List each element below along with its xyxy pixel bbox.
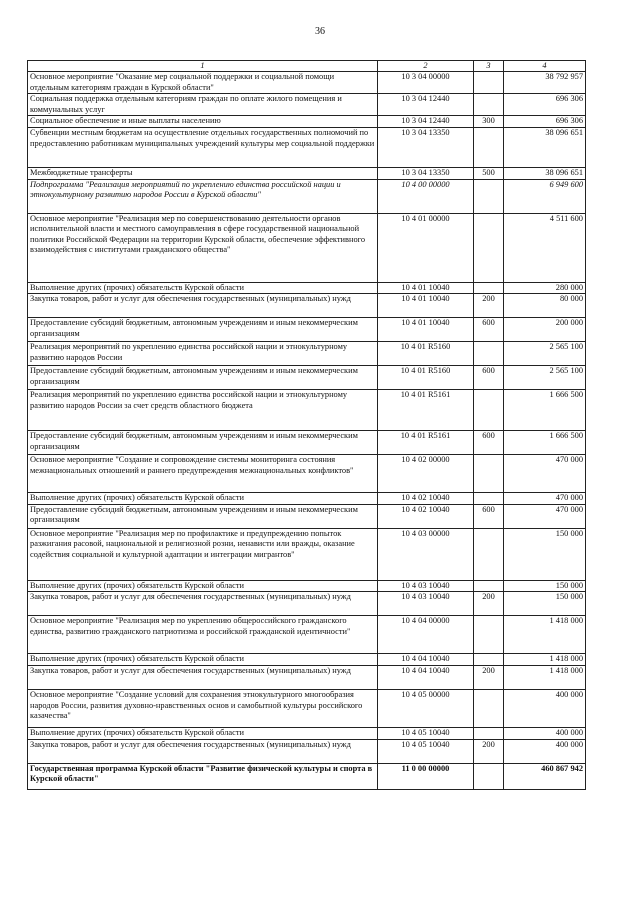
row-amount-cell: 1 418 000 bbox=[504, 654, 586, 666]
row-type-cell bbox=[474, 580, 504, 592]
column-header-name: 1 bbox=[28, 61, 378, 72]
row-name-cell: Основное мероприятие "Реализация мер по профилактике и предупреждению попыток разжигания расовой, национальной и религиозной розни, ненависти или вражды, оказание содействия социальной и культурной адаптации и интеграции мигрантов" bbox=[28, 528, 378, 580]
row-type-cell bbox=[474, 179, 504, 213]
table-row bbox=[28, 504, 586, 528]
row-name-cell: Основное мероприятие "Реализация мер по укреплению общероссийского гражданского единства, развитию гражданского патриотизма и российской гражданской идентичности" bbox=[28, 616, 378, 654]
row-type-cell: 200 bbox=[474, 665, 504, 689]
row-amount-cell: 2 565 100 bbox=[504, 366, 586, 390]
row-type-cell bbox=[474, 763, 504, 789]
row-type-cell: 500 bbox=[474, 167, 504, 179]
row-code-cell: 10 4 03 10040 bbox=[378, 592, 474, 616]
row-name-cell: Закупка товаров, работ и услуг для обеспечения государственных (муниципальных) нужд bbox=[28, 592, 378, 616]
row-code-cell: 10 3 04 00000 bbox=[378, 72, 474, 94]
row-type-cell: 600 bbox=[474, 318, 504, 342]
row-amount-cell: 1 666 500 bbox=[504, 431, 586, 455]
row-type-cell bbox=[474, 654, 504, 666]
row-code-cell: 10 4 04 10040 bbox=[378, 654, 474, 666]
row-amount-cell: 1 418 000 bbox=[504, 616, 586, 654]
table-row bbox=[28, 282, 586, 294]
row-name-cell: Социальная поддержка отдельным категориям граждан по оплате жилого помещения и коммунальных услуг bbox=[28, 94, 378, 116]
table-row bbox=[28, 727, 586, 739]
row-code-cell: 10 4 05 10040 bbox=[378, 727, 474, 739]
row-amount-cell: 38 096 651 bbox=[504, 167, 586, 179]
row-amount-cell: 38 096 651 bbox=[504, 127, 586, 167]
table-row bbox=[28, 616, 586, 654]
table-row bbox=[28, 455, 586, 493]
row-type-cell bbox=[474, 455, 504, 493]
row-code-cell: 10 4 02 10040 bbox=[378, 504, 474, 528]
row-name-cell: Выполнение других (прочих) обязательств Курской области bbox=[28, 580, 378, 592]
row-amount-cell: 1 418 000 bbox=[504, 665, 586, 689]
column-header-type: 3 bbox=[474, 61, 504, 72]
row-amount-cell: 470 000 bbox=[504, 455, 586, 493]
table-row bbox=[28, 213, 586, 282]
row-code-cell: 11 0 00 00000 bbox=[378, 763, 474, 789]
row-type-cell bbox=[474, 727, 504, 739]
row-name-cell: Закупка товаров, работ и услуг для обеспечения государственных (муниципальных) нужд bbox=[28, 739, 378, 763]
row-name-cell: Выполнение других (прочих) обязательств Курской области bbox=[28, 282, 378, 294]
table-row bbox=[28, 390, 586, 431]
table-row bbox=[28, 739, 586, 763]
row-type-cell bbox=[474, 689, 504, 727]
row-name-cell: Реализация мероприятий по укреплению единства российской нации и этнокультурному развитию народов России bbox=[28, 342, 378, 366]
row-code-cell: 10 4 01 10040 bbox=[378, 294, 474, 318]
row-amount-cell: 470 000 bbox=[504, 493, 586, 505]
row-name-cell: Предоставление субсидий бюджетным, автономным учреждениям и иным некоммерческим организациям bbox=[28, 504, 378, 528]
row-type-cell bbox=[474, 282, 504, 294]
row-type-cell bbox=[474, 127, 504, 167]
row-code-cell: 10 4 01 10040 bbox=[378, 318, 474, 342]
table-row bbox=[28, 654, 586, 666]
table-row bbox=[28, 167, 586, 179]
row-amount-cell: 80 000 bbox=[504, 294, 586, 318]
row-type-cell bbox=[474, 528, 504, 580]
row-code-cell: 10 4 00 00000 bbox=[378, 179, 474, 213]
row-amount-cell: 4 511 600 bbox=[504, 213, 586, 282]
row-type-cell bbox=[474, 390, 504, 431]
column-header-amount: 4 bbox=[504, 61, 586, 72]
page-number: 36 bbox=[315, 26, 325, 37]
row-amount-cell: 400 000 bbox=[504, 689, 586, 727]
row-amount-cell: 400 000 bbox=[504, 739, 586, 763]
row-type-cell: 600 bbox=[474, 504, 504, 528]
row-name-cell: Предоставление субсидий бюджетным, автономным учреждениям и иным некоммерческим организациям bbox=[28, 318, 378, 342]
row-type-cell bbox=[474, 72, 504, 94]
table-row bbox=[28, 294, 586, 318]
row-amount-cell: 696 306 bbox=[504, 116, 586, 128]
row-amount-cell: 280 000 bbox=[504, 282, 586, 294]
table-row bbox=[28, 342, 586, 366]
row-amount-cell: 150 000 bbox=[504, 592, 586, 616]
row-amount-cell: 6 949 600 bbox=[504, 179, 586, 213]
row-code-cell: 10 4 01 R5161 bbox=[378, 390, 474, 431]
row-name-cell: Субвенции местным бюджетам на осуществление отдельных государственных полномочий по предоставлению работникам муниципальных учреждений культуры мер социальной поддержки bbox=[28, 127, 378, 167]
row-type-cell: 600 bbox=[474, 431, 504, 455]
row-type-cell bbox=[474, 94, 504, 116]
row-name-cell: Выполнение других (прочих) обязательств Курской области bbox=[28, 654, 378, 666]
row-type-cell bbox=[474, 616, 504, 654]
row-code-cell: 10 4 04 10040 bbox=[378, 665, 474, 689]
row-name-cell: Предоставление субсидий бюджетным, автономным учреждениям и иным некоммерческим организациям bbox=[28, 431, 378, 455]
table-row bbox=[28, 366, 586, 390]
row-name-cell: Основное мероприятие "Создание и сопровождение системы мониторинга состояния межнациональных отношений и раннего предупреждения межнациональных конфликтов" bbox=[28, 455, 378, 493]
row-amount-cell: 200 000 bbox=[504, 318, 586, 342]
table-row bbox=[28, 72, 586, 94]
row-code-cell: 10 4 01 R5161 bbox=[378, 431, 474, 455]
row-code-cell: 10 3 04 12440 bbox=[378, 94, 474, 116]
row-type-cell: 300 bbox=[474, 116, 504, 128]
table-row bbox=[28, 592, 586, 616]
row-name-cell: Закупка товаров, работ и услуг для обеспечения государственных (муниципальных) нужд bbox=[28, 665, 378, 689]
row-code-cell: 10 4 05 10040 bbox=[378, 739, 474, 763]
row-amount-cell: 470 000 bbox=[504, 504, 586, 528]
budget-table bbox=[27, 60, 586, 790]
table-row bbox=[28, 493, 586, 505]
row-name-cell: Основное мероприятие "Реализация мер по совершенствованию деятельности органов исполнительной власти и местного самоуправления в сфере государственной национальной политики Российской Федерации на территории Курской области, обеспечение эффективного взаимодействия с институтами гражданского общества" bbox=[28, 213, 378, 282]
row-type-cell bbox=[474, 342, 504, 366]
table-row bbox=[28, 179, 586, 213]
table-row bbox=[28, 116, 586, 128]
row-code-cell: 10 3 04 12440 bbox=[378, 116, 474, 128]
table-row bbox=[28, 127, 586, 167]
row-code-cell: 10 4 05 00000 bbox=[378, 689, 474, 727]
row-amount-cell: 2 565 100 bbox=[504, 342, 586, 366]
row-code-cell: 10 3 04 13350 bbox=[378, 167, 474, 179]
row-code-cell: 10 3 04 13350 bbox=[378, 127, 474, 167]
row-name-cell: Социальное обеспечение и иные выплаты населению bbox=[28, 116, 378, 128]
row-amount-cell: 1 666 500 bbox=[504, 390, 586, 431]
row-code-cell: 10 4 01 10040 bbox=[378, 282, 474, 294]
row-code-cell: 10 4 03 00000 bbox=[378, 528, 474, 580]
table-row bbox=[28, 665, 586, 689]
row-type-cell bbox=[474, 213, 504, 282]
row-amount-cell: 696 306 bbox=[504, 94, 586, 116]
row-type-cell: 200 bbox=[474, 294, 504, 318]
row-code-cell: 10 4 01 R5160 bbox=[378, 342, 474, 366]
row-name-cell: Предоставление субсидий бюджетным, автономным учреждениям и иным некоммерческим организациям bbox=[28, 366, 378, 390]
table-row bbox=[28, 689, 586, 727]
row-code-cell: 10 4 02 00000 bbox=[378, 455, 474, 493]
row-amount-cell: 38 792 957 bbox=[504, 72, 586, 94]
row-code-cell: 10 4 03 10040 bbox=[378, 580, 474, 592]
row-type-cell: 200 bbox=[474, 739, 504, 763]
table-row bbox=[28, 580, 586, 592]
row-amount-cell: 460 867 942 bbox=[504, 763, 586, 789]
row-code-cell: 10 4 01 00000 bbox=[378, 213, 474, 282]
row-type-cell: 600 bbox=[474, 366, 504, 390]
row-name-cell: Основное мероприятие "Создание условий для сохранения этнокультурного многообразия народов России, развития духовно-нравственных основ и самобытной культуры российского казачества" bbox=[28, 689, 378, 727]
table-row bbox=[28, 318, 586, 342]
row-code-cell: 10 4 01 R5160 bbox=[378, 366, 474, 390]
table-row bbox=[28, 431, 586, 455]
table-row bbox=[28, 528, 586, 580]
row-type-cell: 200 bbox=[474, 592, 504, 616]
row-amount-cell: 150 000 bbox=[504, 528, 586, 580]
row-amount-cell: 150 000 bbox=[504, 580, 586, 592]
row-name-cell: Государственная программа Курской области "Развитие физической культуры и спорта в Курской области" bbox=[28, 763, 378, 789]
column-header-code: 2 bbox=[378, 61, 474, 72]
row-name-cell: Реализация мероприятий по укреплению единства российской нации и этнокультурному развитию народов России за счет средств областного бюджета bbox=[28, 390, 378, 431]
row-code-cell: 10 4 02 10040 bbox=[378, 493, 474, 505]
row-name-cell: Выполнение других (прочих) обязательств Курской области bbox=[28, 493, 378, 505]
table-row bbox=[28, 763, 586, 789]
row-type-cell bbox=[474, 493, 504, 505]
table-body bbox=[28, 72, 586, 790]
row-name-cell: Выполнение других (прочих) обязательств Курской области bbox=[28, 727, 378, 739]
row-amount-cell: 400 000 bbox=[504, 727, 586, 739]
row-name-cell: Подпрограмма "Реализация мероприятий по укреплению единства российской нации и этнокультурному развитию народов России в Курской области" bbox=[28, 179, 378, 213]
row-name-cell: Закупка товаров, работ и услуг для обеспечения государственных (муниципальных) нужд bbox=[28, 294, 378, 318]
table-header-row bbox=[28, 61, 586, 72]
row-code-cell: 10 4 04 00000 bbox=[378, 616, 474, 654]
table-row bbox=[28, 94, 586, 116]
row-name-cell: Основное мероприятие "Оказание мер социальной поддержки и социальной помощи отдельным категориям граждан в Курской области" bbox=[28, 72, 378, 94]
row-name-cell: Межбюджетные трансферты bbox=[28, 167, 378, 179]
